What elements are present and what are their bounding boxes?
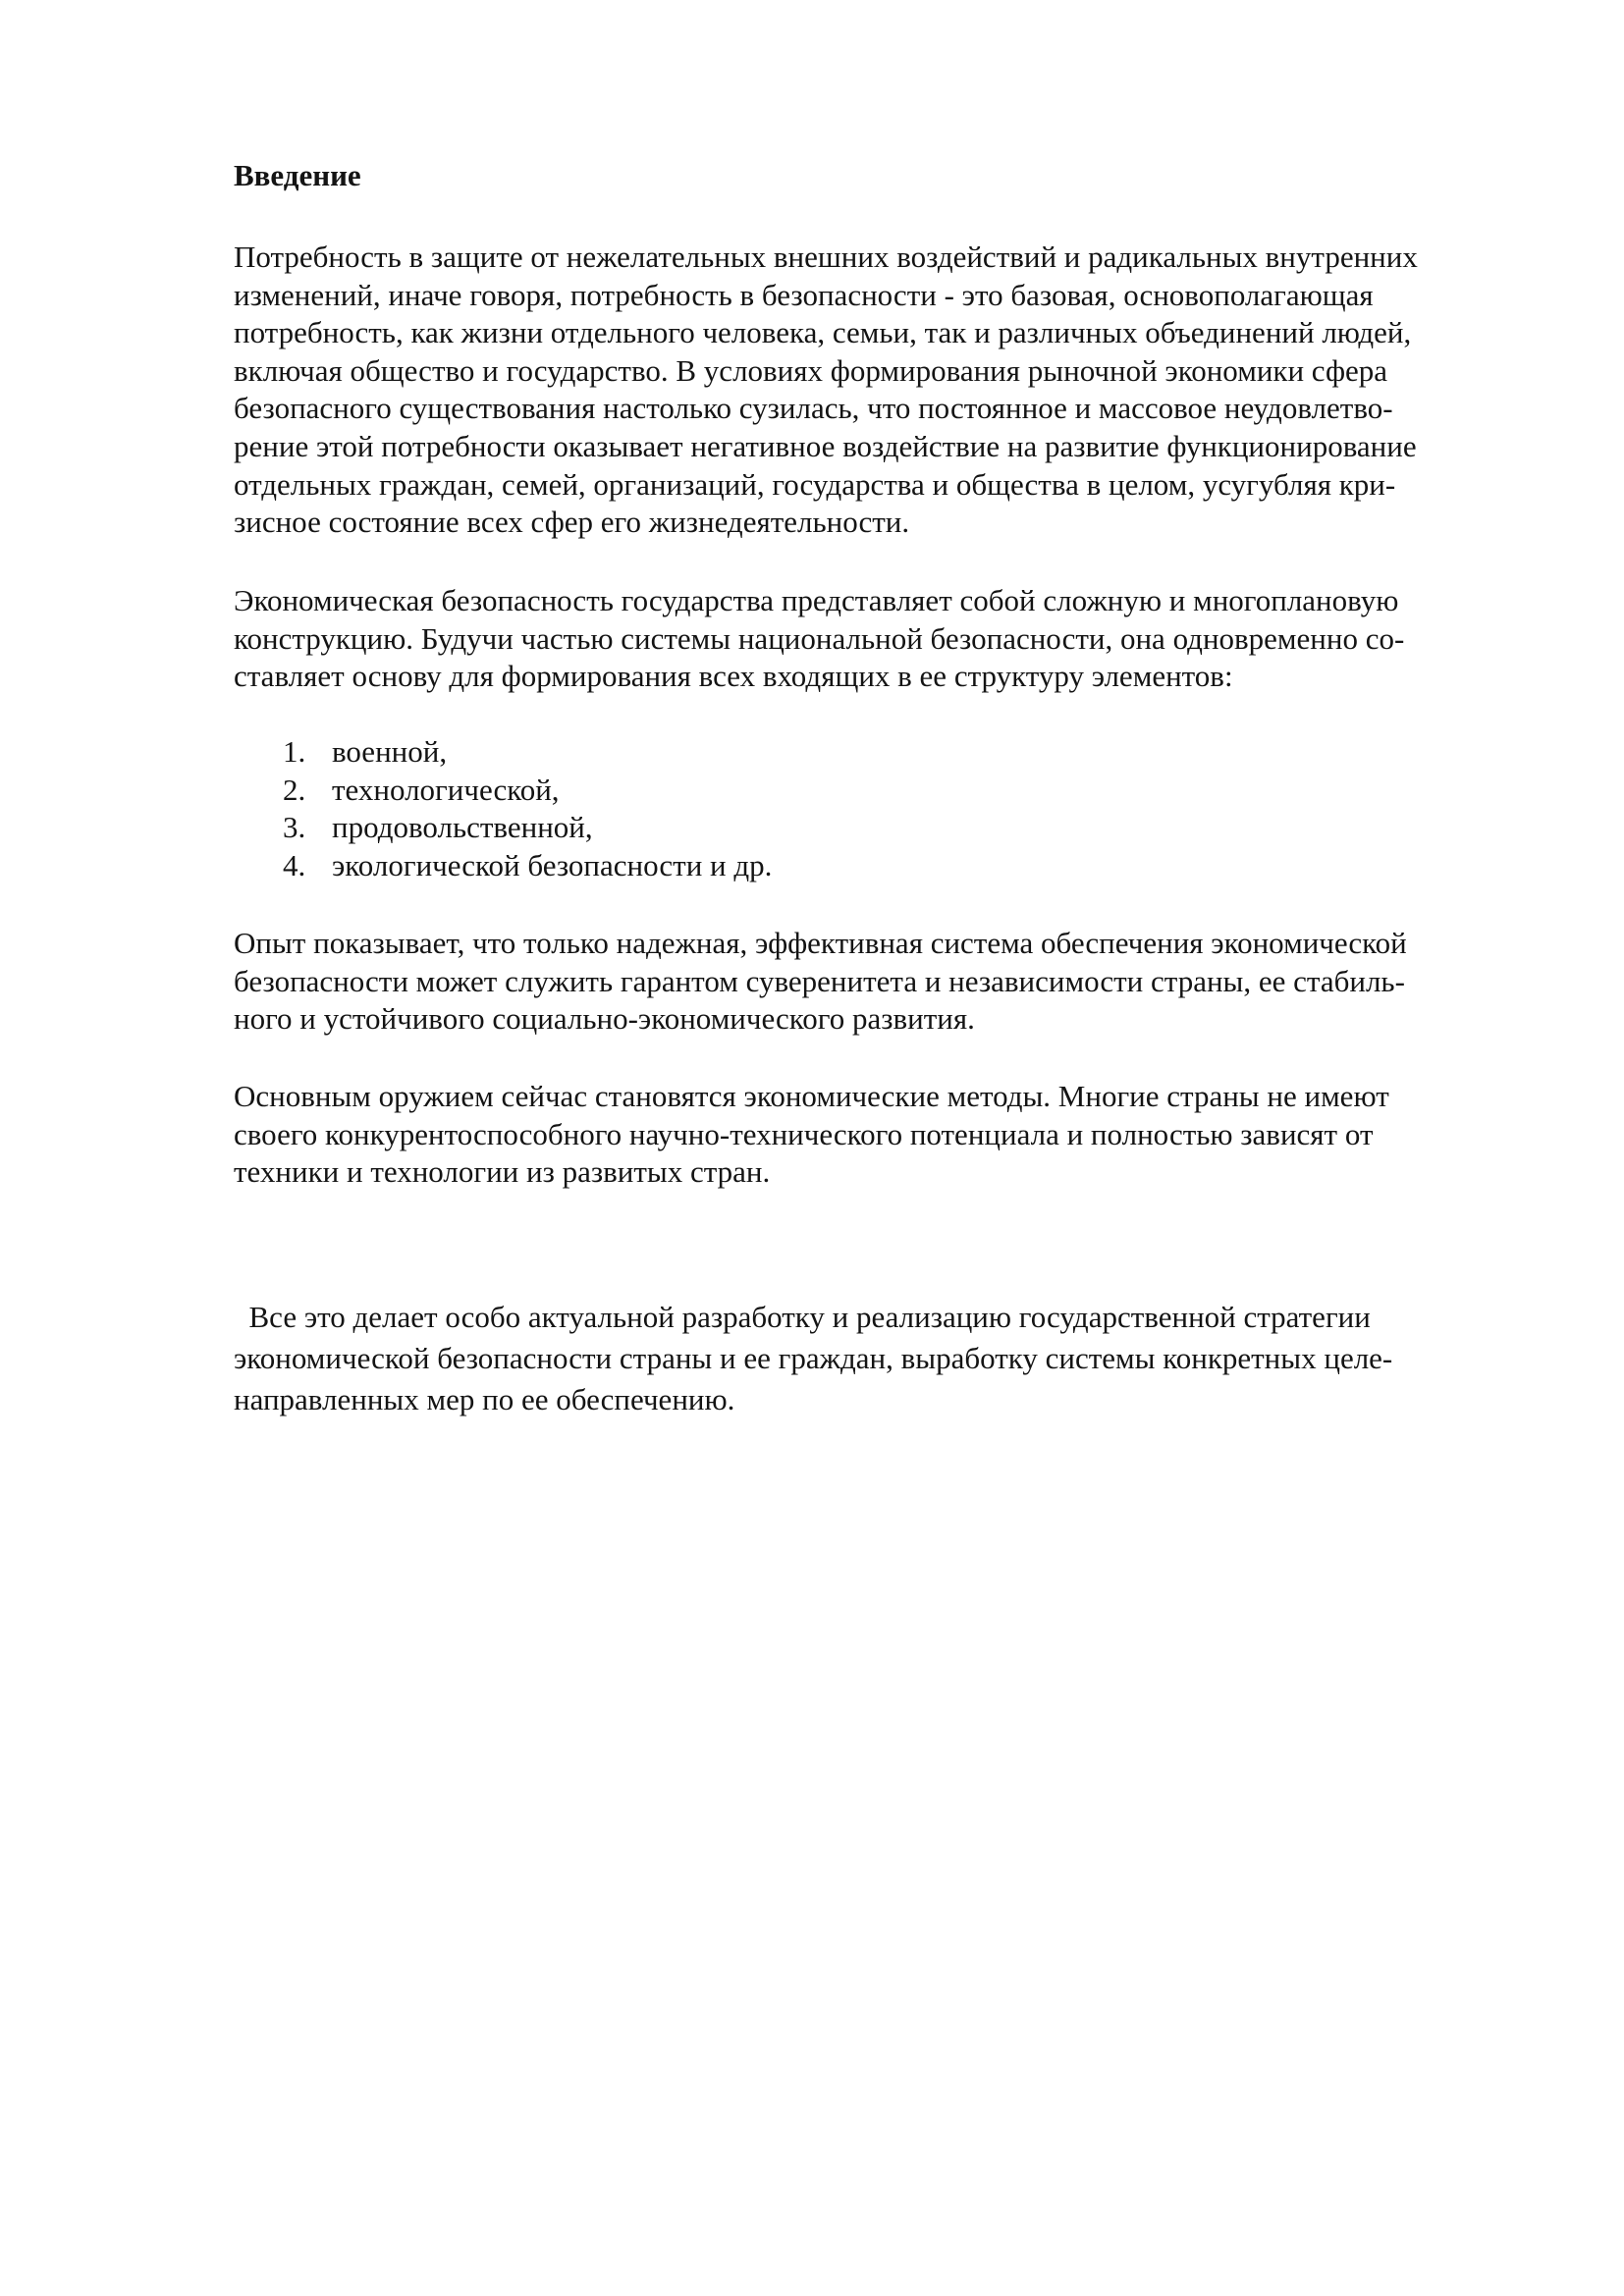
text-line: рение этой потребности оказывает негативное воздействие на развитие функционирование — [234, 428, 1417, 463]
text-line: Экономическая безопасность государства представляет собой сложную и многоплановую — [234, 583, 1399, 617]
list-item-text: военной, — [332, 734, 448, 769]
text-line: безопасного существования настолько сузилась, что постоянное и массовое неудовлетво- — [234, 391, 1393, 426]
text-line: техники и технологии из развитых стран. — [234, 1154, 771, 1190]
text-line: безопасности может служить гарантом суверенитета и независимости страны, ее стабиль- — [234, 963, 1405, 998]
list-item-number: 2. — [283, 772, 306, 807]
paragraph-security-need — [234, 239, 1418, 542]
text-line: ставляет основу для формирования всех входящих в ее структуру элементов: — [234, 659, 1233, 694]
text-line: Потребность в защите от нежелательных внешних воздействий и радикальных внутренних — [234, 240, 1418, 274]
text-line: Все это делает особо актуальной разработку и реализацию государственной стратегии — [234, 1300, 1371, 1334]
paragraph-conclusion — [234, 1297, 1392, 1420]
text-line: экономической безопасности страны и ее граждан, выработку системы конкретных целе- — [234, 1341, 1393, 1375]
paragraph-economic-methods — [234, 1078, 1389, 1192]
text-line: изменений, иначе говоря, потребность в безопасности - это базовая, основополагающая — [234, 277, 1374, 312]
text-line: зисное состояние всех сфер его жизнедеятельности. — [234, 505, 910, 540]
security-elements-list — [234, 733, 772, 884]
text-line: направленных мер по ее обеспечению. — [234, 1382, 735, 1416]
text-line: Основным оружием сейчас становятся экономические методы. Многие страны не имеют — [234, 1079, 1389, 1113]
list-item — [234, 847, 772, 885]
text-line: ного и устойчивого социально-экономического развития. — [234, 1001, 975, 1037]
text-line: отдельных граждан, семей, организаций, государства и общества в целом, усугубляя кри- — [234, 466, 1396, 502]
document-heading: Введение — [234, 158, 361, 192]
list-item-number: 3. — [283, 810, 306, 845]
list-item — [234, 809, 772, 847]
list-item-text: продовольственной, — [332, 810, 593, 845]
list-item-number: 1. — [283, 734, 306, 769]
text-line: своего конкурентоспособного научно-технического потенциала и полностью зависят от — [234, 1116, 1374, 1151]
list-item-text: технологической, — [332, 772, 560, 807]
paragraph-economic-security — [234, 582, 1404, 696]
list-item — [234, 772, 772, 810]
paragraph-experience — [234, 925, 1407, 1039]
text-line: включая общество и государство. В условиях формирования рыночной экономики сфера — [234, 352, 1388, 388]
text-line: Опыт показывает, что только надежная, эффективная система обеспечения экономической — [234, 926, 1407, 960]
list-item-number: 4. — [283, 847, 306, 882]
text-line: конструкцию. Будучи частью системы национальной безопасности, она одновременно со- — [234, 620, 1405, 656]
text-line: потребность, как жизни отдельного человека, семьи, так и различных объединений людей, — [234, 315, 1412, 350]
list-item-text: экологической безопасности и др. — [332, 847, 773, 882]
list-item — [234, 733, 772, 772]
